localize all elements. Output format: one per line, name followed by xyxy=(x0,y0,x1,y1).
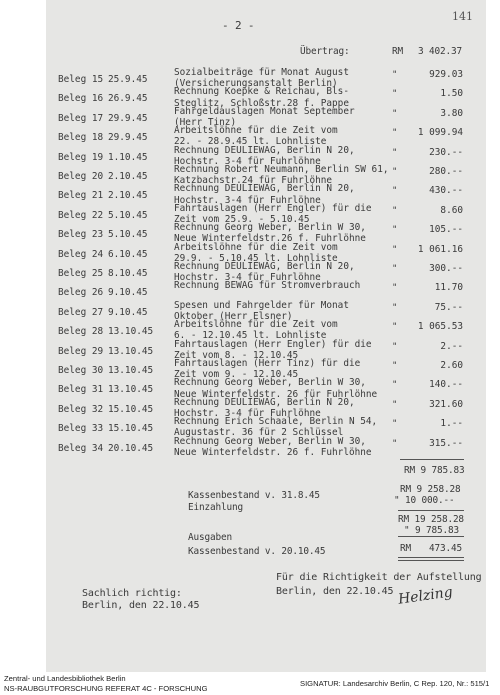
ditto-mark: " xyxy=(392,128,398,139)
entry-description: Spesen und Fahrgelder für Monat Oktober (Herr Elsner) xyxy=(174,299,349,322)
balance-rule xyxy=(398,536,464,537)
ditto-mark: " xyxy=(392,108,398,119)
page-number: - 2 - xyxy=(222,19,255,32)
carry-over-label: Übertrag: xyxy=(300,46,350,57)
entry-amount: 11.70 xyxy=(434,282,463,294)
beleg-ref xyxy=(58,268,148,279)
beleg-ref xyxy=(58,210,148,221)
beleg-date: 1.10.45 xyxy=(108,151,148,163)
carry-over-currency: RM xyxy=(392,46,403,57)
beleg-number: Beleg 29 xyxy=(58,345,104,357)
beleg-number: Beleg 24 xyxy=(58,248,104,260)
signature: Helzing xyxy=(397,584,454,608)
beleg-ref xyxy=(58,229,148,240)
entry-amount: 75.-- xyxy=(434,301,463,313)
entry-description: Rechnung DEULIEWAG, Berlin N 20, Hochstr. 3-4 für Fuhrlöhne xyxy=(174,396,355,419)
beleg-ref xyxy=(58,346,153,357)
entry-description: Fahrtauslagen (Herr Engler) für die Zeit vom 25.9. - 5.10.45 xyxy=(174,202,372,225)
entry-amount: 321.60 xyxy=(429,398,463,410)
beleg-number: Beleg 21 xyxy=(58,190,104,202)
ditto-mark: " xyxy=(392,244,398,255)
beleg-number: Beleg 34 xyxy=(58,442,104,454)
entry-amount: 315.-- xyxy=(429,437,463,449)
beleg-ref xyxy=(58,132,148,143)
entry-description: Rechnung DEULIEWAG, Berlin N 20, Hochstr. 3-4 für Fuhrlöhne xyxy=(174,183,355,206)
ditto-mark: " xyxy=(392,322,398,333)
beleg-number: Beleg 30 xyxy=(58,365,104,376)
ditto-mark: " xyxy=(392,341,398,352)
beleg-date: 2.10.45 xyxy=(108,171,148,182)
entry-amount: 1.50 xyxy=(440,88,463,100)
richtigkeit-line: Für die Richtigkeit der Aufstellung xyxy=(276,572,482,583)
entry-amount: 2.60 xyxy=(440,360,463,371)
total-expenses: RM 9 785.83 xyxy=(404,465,465,476)
beleg-number: Beleg 16 xyxy=(58,93,104,105)
beleg-ref xyxy=(58,152,148,163)
archive-stamp: 141 xyxy=(452,10,473,23)
beleg-number: Beleg 33 xyxy=(58,423,104,435)
beleg-date: 29.9.45 xyxy=(108,112,148,124)
ditto-mark: " xyxy=(392,419,398,430)
beleg-ref xyxy=(58,171,148,182)
beleg-number: Beleg 26 xyxy=(58,287,104,299)
beleg-ref xyxy=(58,404,153,415)
beleg-number: Beleg 27 xyxy=(58,306,104,318)
entry-amount: 105.-- xyxy=(429,224,463,236)
ditto-mark: " xyxy=(392,70,398,80)
beleg-ref xyxy=(58,287,148,298)
beleg-date: 5.10.45 xyxy=(108,229,148,241)
beleg-date: 9.10.45 xyxy=(108,287,148,299)
entry-description: Arbeitslöhne für die Zeit vom 29.9. - 5.10.45 lt. Lohnliste xyxy=(174,241,338,264)
ditto-mark: " xyxy=(392,89,398,100)
beleg-number: Beleg 15 xyxy=(58,74,104,85)
entry-description: Rechnung Robert Neumann, Berlin SW 61, Katzbachstr.24 für Fuhrlöhne xyxy=(174,164,389,187)
einzahlung-amount: " 10 000.-- xyxy=(394,495,455,506)
beleg-ref xyxy=(58,423,153,434)
beleg-ref xyxy=(58,365,153,376)
less-expenses: " 9 785.83 xyxy=(404,525,459,536)
entry-description: Rechnung BEWAG für Stromverbrauch xyxy=(174,280,361,292)
beleg-date: 8.10.45 xyxy=(108,268,148,279)
entry-description: Rechnung Erich Schaale, Berlin N 54, Augustastr. 36 für 2 Schlüssel xyxy=(174,416,378,439)
beleg-ref xyxy=(58,307,148,318)
beleg-ref xyxy=(58,443,153,454)
beleg-date: 26.9.45 xyxy=(108,93,148,105)
ditto-mark: " xyxy=(392,225,398,236)
beleg-number: Beleg 17 xyxy=(58,112,104,124)
final-rule-2 xyxy=(398,560,464,561)
beleg-date: 20.10.45 xyxy=(108,442,154,454)
ditto-mark: " xyxy=(392,205,398,216)
entry-description: Rechnung Georg Weber, Berlin W 30, Neue Winterfeldstr. 26 für Fuhrlöhne xyxy=(174,377,378,400)
final-rule-1 xyxy=(398,557,464,558)
beleg-number: Beleg 22 xyxy=(58,209,104,221)
entry-description: Rechnung DEULIEWAG, Berlin N 20, Hochstr. 3-4 für Fuhrlöhne xyxy=(174,261,355,284)
ditto-mark: " xyxy=(392,147,398,158)
sum-receipts: RM 19 258.28 xyxy=(398,514,464,525)
ditto-mark: " xyxy=(392,167,398,177)
beleg-date: 15.10.45 xyxy=(108,403,154,415)
einzahlung-label: Einzahlung xyxy=(188,502,243,513)
entry-amount: 300.-- xyxy=(429,263,463,274)
receipts-rule xyxy=(398,510,464,511)
beleg-ref xyxy=(58,326,153,337)
entry-amount: 8.60 xyxy=(440,204,463,216)
kassenbestand-prev-amount: RM 9 258.28 xyxy=(400,484,461,495)
entry-amount: 1 065.53 xyxy=(417,321,463,333)
entry-amount: 230.-- xyxy=(429,146,463,158)
beleg-number: Beleg 28 xyxy=(58,326,104,338)
entry-amount: 1 099.94 xyxy=(417,127,463,139)
entry-amount: 1.-- xyxy=(440,418,463,430)
entry-description: Fahrtauslagen (Herr Tinz) für die Zeit vom 9. - 12.10.45 xyxy=(174,358,361,381)
sachlich-richtig: Sachlich richtig: xyxy=(82,588,182,599)
beleg-number: Beleg 31 xyxy=(58,384,104,396)
entry-amount: 140.-- xyxy=(429,379,463,391)
beleg-ref xyxy=(58,113,148,124)
kassenbestand-new-label: Kassenbestand v. 20.10.45 xyxy=(188,546,326,557)
ditto-mark: " xyxy=(392,283,398,294)
entry-description: Sozialbeiträge für Monat August (Versicherungsanstalt Berlin) xyxy=(174,67,349,90)
beleg-date: 15.10.45 xyxy=(108,423,154,435)
footer-signature: SIGNATUR: Landesarchiv Berlin, C Rep. 120, Nr.: 515/1 xyxy=(300,679,490,688)
beleg-ref xyxy=(58,74,148,85)
entry-amount: 2.-- xyxy=(440,340,463,352)
ditto-mark: " xyxy=(392,361,398,371)
ditto-mark: " xyxy=(392,264,398,274)
beleg-date: 6.10.45 xyxy=(108,248,148,260)
beleg-date: 5.10.45 xyxy=(108,209,148,221)
beleg-ref xyxy=(58,190,148,201)
beleg-number: Beleg 23 xyxy=(58,229,104,241)
ausgaben-label: Ausgaben xyxy=(188,532,232,543)
entry-amount: 1 061.16 xyxy=(417,243,463,255)
entry-amount: 430.-- xyxy=(429,185,463,197)
beleg-number: Beleg 25 xyxy=(58,268,104,279)
beleg-date: 25.9.45 xyxy=(108,74,148,85)
ditto-mark: " xyxy=(392,302,398,313)
entry-description: Fahrtauslagen (Herr Engler) für die Zeit vom 8. - 12.10.45 xyxy=(174,338,372,361)
ditto-mark: " xyxy=(392,380,398,391)
beleg-number: Beleg 20 xyxy=(58,171,104,182)
ditto-mark: " xyxy=(392,438,398,449)
entry-description: Rechnung Georg Weber, Berlin W 30, Neue Winterfeldstr.26 f. Fuhrlöhne xyxy=(174,222,366,245)
kassenbestand-new-amount: 473.45 xyxy=(429,543,462,554)
beleg-date: 13.10.45 xyxy=(108,345,154,357)
kassenbestand-prev-label: Kassenbestand v. 31.8.45 xyxy=(188,490,320,501)
beleg-ref xyxy=(58,384,153,395)
beleg-date: 13.10.45 xyxy=(108,384,154,396)
footer-library: Zentral- und Landesbibliothek Berlin xyxy=(4,674,126,683)
kassenbestand-new-currency: RM xyxy=(400,543,411,554)
beleg-number: Beleg 32 xyxy=(58,403,104,415)
beleg-number: Beleg 19 xyxy=(58,151,104,163)
beleg-number: Beleg 18 xyxy=(58,132,104,144)
beleg-date: 29.9.45 xyxy=(108,132,148,144)
entry-description: Rechnung DEULIEWAG, Berlin N 20, Hochstr. 3-4 für Fuhrlöhne xyxy=(174,144,355,167)
beleg-ref xyxy=(58,249,148,260)
entry-description: Fahrgeldauslagen Monat September (Herr Tinz) xyxy=(174,105,355,128)
entry-amount: 929.03 xyxy=(429,69,463,80)
sachlich-date: Berlin, den 22.10.45 xyxy=(82,600,200,611)
entry-description: Arbeitslöhne für die Zeit vom 22. - 28.9.45 lt. Lohnliste xyxy=(174,125,338,148)
beleg-date: 13.10.45 xyxy=(108,326,154,338)
footer-research: NS-RAUBGUTFORSCHUNG REFERAT 4C - FORSCHUNG xyxy=(4,684,208,693)
richtigkeit-date: Berlin, den 22.10.45 xyxy=(276,586,394,597)
entry-description: Arbeitslöhne für die Zeit vom 6. - 12.10.45 lt. Lohnliste xyxy=(174,319,338,342)
carry-over-amount: 3 402.37 xyxy=(418,46,462,57)
entry-amount: 280.-- xyxy=(429,166,463,177)
entry-description: Rechnung Koepke & Reichau, Bls- Steglitz, Schloßstr.28 f. Pappe xyxy=(174,86,349,109)
beleg-ref xyxy=(58,93,148,104)
ditto-mark: " xyxy=(392,399,398,410)
beleg-date: 13.10.45 xyxy=(108,365,154,376)
ditto-mark: " xyxy=(392,186,398,197)
beleg-date: 9.10.45 xyxy=(108,306,148,318)
entry-description: Rechnung Georg Weber, Berlin W 30, Neue Winterfeldstr. 26 f. Fuhrlöhne xyxy=(174,435,372,458)
entry-amount: 3.80 xyxy=(440,107,463,119)
total-rule xyxy=(400,459,464,460)
beleg-date: 2.10.45 xyxy=(108,190,148,202)
